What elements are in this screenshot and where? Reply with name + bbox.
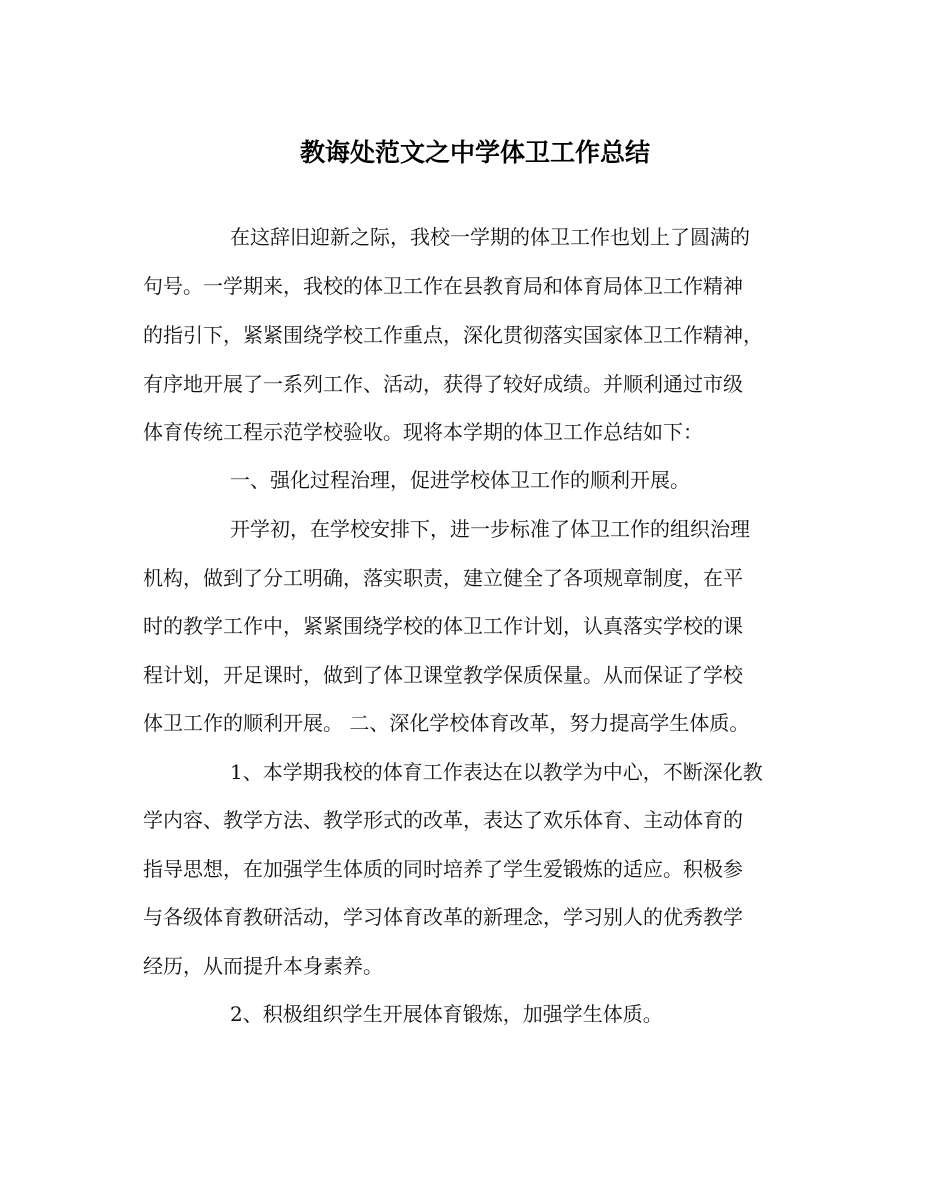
paragraph-line: 2、积极组织学生开展体育锻炼，加强学生体质。 bbox=[230, 1002, 663, 1026]
paragraph-line: 时的教学工作中，紧紧围绕学校的体卫工作计划，认真落实学校的课 bbox=[143, 614, 743, 638]
paragraph-line: 在这辞旧迎新之际，我校一学期的体卫工作也划上了圆满的 bbox=[230, 225, 750, 249]
paragraph-line: 经历，从而提升本身素养。 bbox=[143, 954, 383, 978]
section-heading-line: 一、强化过程治理，促进学校体卫工作的顺利开展。 bbox=[230, 468, 690, 492]
paragraph-line: 的指引下，紧紧围绕学校工作重点，深化贯彻落实国家体卫工作精神， bbox=[143, 323, 763, 347]
paragraph-line: 指导思想，在加强学生体质的同时培养了学生爱锻炼的适应。积极参 bbox=[143, 857, 743, 881]
paragraph-line: 与各级体育教研活动，学习体育改革的新理念，学习别人的优秀教学 bbox=[143, 905, 743, 929]
document-title: 教诲处范文之中学体卫工作总结 bbox=[299, 138, 650, 167]
paragraph-line: 1、本学期我校的体育工作表达在以教学为中心，不断深化教 bbox=[230, 760, 763, 784]
paragraph-line: 体育传统工程示范学校验收。现将本学期的体卫工作总结如下： bbox=[143, 420, 703, 444]
paragraph-line: 机构，做到了分工明确，落实职责，建立健全了各项规章制度，在平 bbox=[143, 566, 743, 590]
paragraph-line: 学内容、教学方法、教学形式的改革，表达了欢乐体育、主动体育的 bbox=[143, 808, 743, 832]
paragraph-line: 开学初，在学校安排下，进一步标准了体卫工作的组织治理 bbox=[230, 517, 750, 541]
paragraph-line: 有序地开展了一系列工作、活动，获得了较好成绩。并顺利通过市级 bbox=[143, 372, 743, 396]
paragraph-line: 程计划，开足课时，做到了体卫课堂教学保质保量。从而保证了学校 bbox=[143, 663, 743, 687]
paragraph-line: 句号。一学期来，我校的体卫工作在县教育局和体育局体卫工作精神 bbox=[143, 274, 743, 298]
paragraph-line: 体卫工作的顺利开展。 二、深化学校体育改革，努力提高学生体质。 bbox=[143, 711, 750, 735]
